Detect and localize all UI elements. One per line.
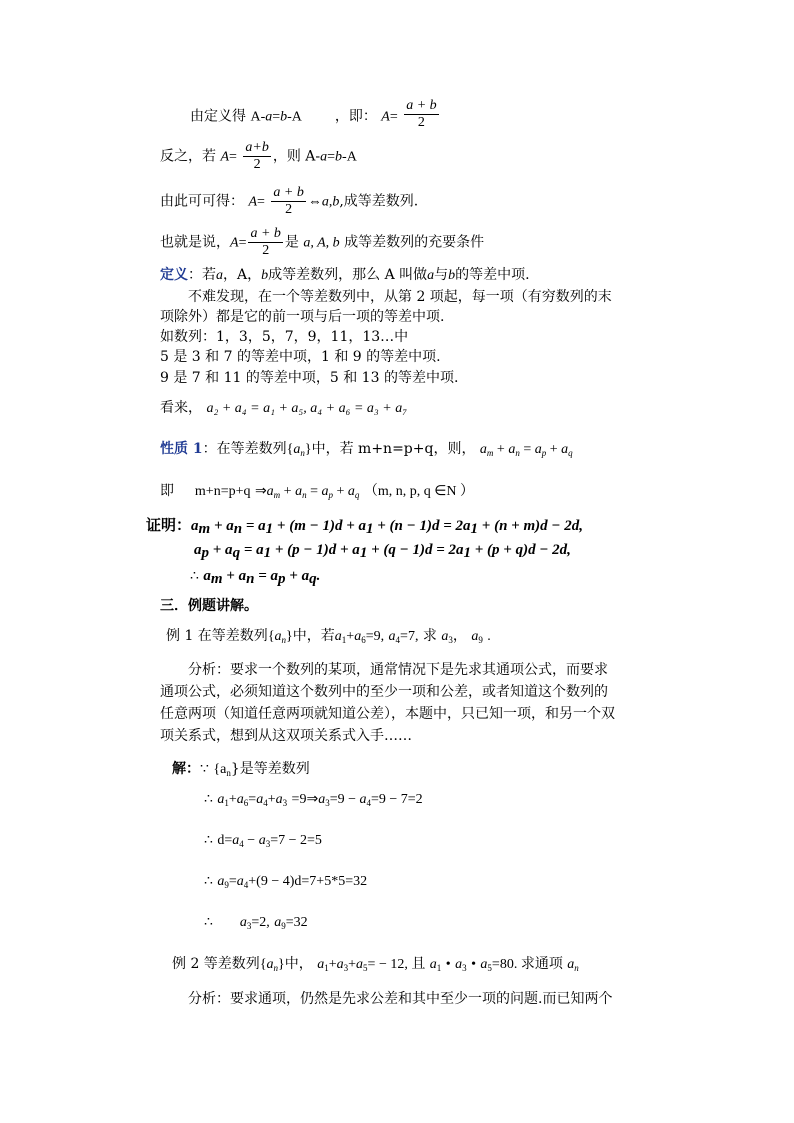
subscript: n (233, 521, 243, 537)
subscript: 6 (361, 635, 366, 645)
analysis-line-3: 任意两项（知道任意两项就知道公差），本题中，只已知一项，和另一个双 (160, 706, 615, 722)
math-var: a (455, 957, 463, 972)
math-var: a (320, 149, 328, 165)
because-symbol: ∵ (200, 762, 209, 777)
text: d= (217, 833, 233, 848)
definition-label: 定义 (160, 267, 188, 283)
math-var: b (280, 109, 288, 125)
math: + (m − 1)d + a (273, 518, 366, 534)
subscript: 1 (436, 963, 442, 973)
text: =9, (365, 629, 385, 644)
subscript: 1 (341, 635, 347, 645)
subscript: 4 (395, 635, 401, 645)
math-var: b (448, 268, 456, 283)
text: m+n=p+q (194, 484, 251, 499)
text: + (228, 792, 237, 807)
text: { (286, 442, 294, 457)
text: { (267, 629, 275, 644)
math-var: a (217, 874, 225, 889)
subscript: p (278, 571, 286, 587)
text: A- (250, 109, 266, 125)
math-var: a (356, 957, 364, 972)
line-13 (160, 482, 474, 501)
text: + (493, 442, 509, 457)
text: =9⇒ (291, 792, 319, 807)
subscript: 4 (243, 880, 249, 890)
subscript: 3 (325, 798, 330, 808)
subscript: m (273, 490, 281, 500)
example-1 (166, 627, 491, 646)
line-9: 5 是 3 和 7 的等差中项，1 和 9 的等差中项. (160, 349, 441, 365)
text: 与 (434, 267, 449, 283)
text: { (259, 957, 267, 972)
text: 中，若 (292, 628, 335, 644)
subscript: 3 (462, 963, 467, 973)
line-3 (160, 185, 418, 218)
text: =80. 求通项 (491, 957, 563, 972)
subscript: 1 (366, 521, 374, 537)
math-var: a (388, 629, 396, 644)
math-var: A (230, 235, 239, 251)
subscript: 1 (359, 545, 368, 561)
example-2 (172, 955, 579, 974)
line-1 (190, 100, 441, 133)
math-var: a (359, 792, 367, 807)
text: = (248, 792, 257, 807)
math-var: b (261, 268, 269, 283)
subscript: 1 (463, 545, 471, 561)
subscript: n (246, 571, 255, 587)
text: ， (452, 628, 467, 644)
math-var: a (274, 629, 282, 644)
math-var: a (336, 957, 344, 972)
subscript: 1 (224, 798, 229, 808)
therefore-symbol: ∴ (204, 915, 213, 930)
math: + a (222, 568, 247, 584)
text: + (280, 484, 296, 499)
subscript: 5 (363, 963, 368, 973)
math: = a (240, 542, 264, 558)
math-var: a (236, 874, 244, 889)
line-4 (160, 226, 484, 259)
subscript: 3 (246, 921, 252, 931)
subscript: 3 (265, 839, 271, 849)
text: 即 (160, 483, 174, 499)
subscript: 5 (487, 963, 492, 973)
math-var: b (332, 194, 340, 210)
equation: a₂ + a₄ = a₁ + a₅, a₄ + a₆ = a₃ + a₇ (206, 401, 408, 416)
therefore-symbol: ∴ (204, 874, 213, 889)
fraction-numerator: a + b (273, 185, 304, 200)
text: + (267, 792, 276, 807)
text: =9 − (329, 792, 360, 807)
text: − (243, 833, 259, 848)
text: , (328, 194, 333, 210)
text: -A (342, 149, 357, 165)
text: . (487, 629, 491, 644)
solution-line-1 (172, 760, 310, 779)
line-5 (160, 266, 530, 285)
math: = a (242, 518, 266, 534)
section-heading: 三．例题讲解。 (160, 598, 258, 614)
subscript: q (232, 545, 241, 561)
fraction-denominator: 2 (253, 157, 261, 172)
math: + (p − 1)d + a (271, 542, 360, 558)
text: + (332, 484, 348, 499)
math-var: a (567, 957, 575, 972)
subscript: p (328, 490, 333, 500)
text: 是 (284, 234, 299, 251)
analysis-line-2: 通项公式，必须知道这个数列中的至少一项和公差，或者知道这个数列的 (160, 684, 608, 700)
fraction (243, 140, 270, 173)
subscript: m (198, 521, 211, 537)
text: ，A， (223, 267, 262, 283)
text: • (471, 957, 476, 972)
subscript: m (486, 448, 494, 458)
math-var: a (258, 833, 266, 848)
math-var: a (275, 792, 283, 807)
text: 例 2 等差数列 (172, 956, 260, 972)
text: 也就是说， (160, 234, 230, 251)
line-6: 不难发现，在一个等差数列中，从第 2 项起，每一项（有穷数列的末 (188, 289, 612, 305)
analysis-2-line-1: 分析：要求通项，仍然是先求公差和其中至少一项的问题.而已知两个 (188, 991, 613, 1007)
subscript: 6 (243, 798, 249, 808)
fraction-numerator: a + b (250, 226, 281, 241)
subscript: 9 (224, 880, 229, 890)
text: = (327, 149, 336, 165)
solution-line-4 (204, 872, 367, 891)
subscript: q (309, 571, 317, 587)
math-var: a (347, 484, 355, 499)
subscript: 3 (282, 798, 288, 808)
text: • (445, 957, 451, 972)
math-var: a (274, 915, 282, 930)
math: . (316, 568, 321, 584)
math-var: a (427, 268, 435, 283)
iff-symbol: ⇔ (307, 194, 322, 210)
line-7: 项除外）都是它的前一项与后一项的等差中项. (160, 309, 445, 325)
fraction-denominator: 2 (262, 243, 270, 258)
text: = − 12, 且 (367, 957, 426, 972)
math-var: a (471, 629, 479, 644)
therefore-symbol: ∴ (204, 792, 213, 807)
fraction (271, 185, 305, 218)
text: 由此可可得： (160, 193, 244, 210)
math-var: A (381, 109, 390, 125)
math: a (194, 542, 202, 558)
math-var: a (239, 915, 247, 930)
math: a (203, 568, 211, 584)
text: 成等差数列的充要条件 (344, 234, 485, 251)
text: = (519, 442, 535, 457)
math-var: b (335, 149, 343, 165)
text: = (238, 235, 247, 251)
text: +(9 − 4)d=7+5*5=32 (248, 874, 368, 889)
text: + (328, 957, 337, 972)
text: =7 − 2=5 (270, 833, 322, 848)
fraction-numerator: a+b (245, 140, 269, 155)
math-var: a (321, 484, 329, 499)
text: ，即： (334, 108, 377, 125)
proof-line-1 (146, 516, 583, 535)
fraction-denominator: 2 (417, 115, 425, 130)
proof-line-3 (190, 567, 320, 586)
math-var: a (216, 268, 223, 283)
text: } (278, 957, 285, 972)
line-8: 如数列：1，3，5，7，9，11，13…中 (160, 329, 409, 345)
math-var: a (256, 792, 264, 807)
text: 中， (284, 956, 313, 972)
text: = (272, 109, 281, 125)
math: + a (285, 568, 310, 584)
subscript: p (541, 448, 547, 458)
text: = (229, 149, 237, 165)
math-var: a (266, 484, 274, 499)
text: ：若 (188, 267, 216, 283)
math-var: a (321, 194, 329, 210)
subscript: 3 (343, 963, 349, 973)
text: = (306, 484, 322, 499)
math: a (191, 518, 199, 534)
subscript: 3 (448, 635, 453, 645)
text: =9 − 7=2 (370, 792, 423, 807)
text: }是等差数列 (230, 761, 310, 777)
text: ，则 A- (272, 148, 321, 165)
subscript: n (300, 448, 305, 458)
solution-line-5 (204, 913, 308, 932)
proof-line-2 (194, 541, 571, 559)
subscript: 4 (263, 798, 268, 808)
analysis-line-1: 分析：要求一个数列的某项，通常情况下是先求其通项公式，而要求 (188, 662, 608, 678)
subscript: n (273, 963, 279, 973)
text: 反之，若 (160, 148, 216, 165)
text: ：在等差数列 (202, 441, 287, 457)
subscript: 1 (470, 521, 479, 537)
text: = (257, 194, 265, 210)
subscript: 4 (239, 839, 244, 849)
math-var: a (480, 957, 488, 972)
math-var: a (508, 442, 516, 457)
math-var: a (236, 792, 244, 807)
math-var: a (534, 442, 542, 457)
line-11 (160, 399, 407, 418)
text: =2, (251, 915, 270, 930)
text: 成等差数列，那么 A 叫做 (268, 267, 428, 283)
therefore-symbol: ∴ (204, 833, 213, 848)
line-2 (160, 140, 357, 173)
math-var: a (293, 442, 301, 457)
text: 由定义得 (190, 108, 246, 125)
text: ,成等差数列. (339, 193, 419, 210)
math-var: a (232, 833, 240, 848)
text: 的等差中项. (455, 267, 530, 283)
subscript: n (302, 490, 307, 500)
math-var: A (220, 149, 230, 165)
subscript: 4 (366, 798, 371, 808)
subscript: n (226, 768, 231, 778)
math: + (n + m)d − 2d, (478, 518, 583, 534)
fraction (404, 98, 438, 131)
subscript: n (515, 448, 520, 458)
subscript: 9 (478, 635, 483, 645)
property-label: 性质 1 (160, 441, 203, 457)
math-var: a (266, 957, 274, 972)
math: + (q − 1)d = 2a (367, 542, 464, 558)
subscript: 1 (324, 963, 329, 973)
text: = (228, 874, 237, 889)
math-var: a (479, 442, 487, 457)
fraction-numerator: a + b (406, 98, 437, 113)
solution-line-3 (204, 831, 322, 850)
math-var: a (265, 109, 273, 125)
subscript: 9 (281, 921, 286, 931)
proof-label: 证明： (146, 516, 192, 534)
subscript: p (201, 545, 209, 561)
solution-line-2 (204, 790, 423, 809)
text: =7, (400, 629, 419, 644)
text: 求 (422, 628, 437, 644)
math: + (n − 1)d = 2a (373, 518, 471, 534)
solution-label: 解： (172, 761, 200, 777)
text: } (304, 442, 312, 457)
math-var: a (217, 792, 225, 807)
line-10: 9 是 7 和 11 的等差中项，5 和 13 的等差中项. (160, 370, 459, 386)
subscript: n (574, 963, 579, 973)
math-var: a (334, 629, 342, 644)
line-12 (160, 440, 573, 459)
implies-symbol: ⇒ (254, 484, 267, 499)
text: {a (213, 762, 227, 777)
fraction-denominator: 2 (285, 202, 293, 217)
text: + (346, 629, 355, 644)
fraction (248, 226, 282, 259)
subscript: m (210, 571, 223, 587)
text: + (546, 442, 562, 457)
math-var: a (318, 792, 326, 807)
subscript: q (568, 448, 573, 458)
subscript: 1 (265, 521, 274, 537)
text: （m, n, p, q ∈N ） (363, 484, 475, 499)
math-var: a (317, 957, 325, 972)
text: 中，若 m+n=p+q，则， (311, 441, 476, 457)
therefore-symbol: ∴ (190, 569, 199, 584)
math-var: A (248, 194, 258, 210)
math-var: a (441, 629, 449, 644)
subscript: q (354, 490, 360, 500)
subscript: 1 (263, 545, 272, 561)
math: + a (209, 542, 233, 558)
math-var: a (354, 629, 362, 644)
math: + (p + q)d − 2d, (471, 542, 571, 558)
analysis-line-4: 项关系式，想到从这双项关系式入手…… (160, 728, 412, 744)
text: = (389, 109, 398, 125)
math-var: a (429, 957, 437, 972)
math-var: a (295, 484, 303, 499)
math: = a (254, 568, 279, 584)
subscript: n (281, 635, 287, 645)
text: 例 1 在等差数列 (166, 628, 268, 644)
math: + a (210, 518, 234, 534)
text: } (286, 629, 293, 644)
text: -A (287, 109, 302, 125)
math-var: a, A, b (303, 235, 340, 251)
text: + (348, 957, 357, 972)
math-var: a (561, 442, 569, 457)
text: 看来， (160, 400, 202, 416)
text: =32 (285, 915, 308, 930)
